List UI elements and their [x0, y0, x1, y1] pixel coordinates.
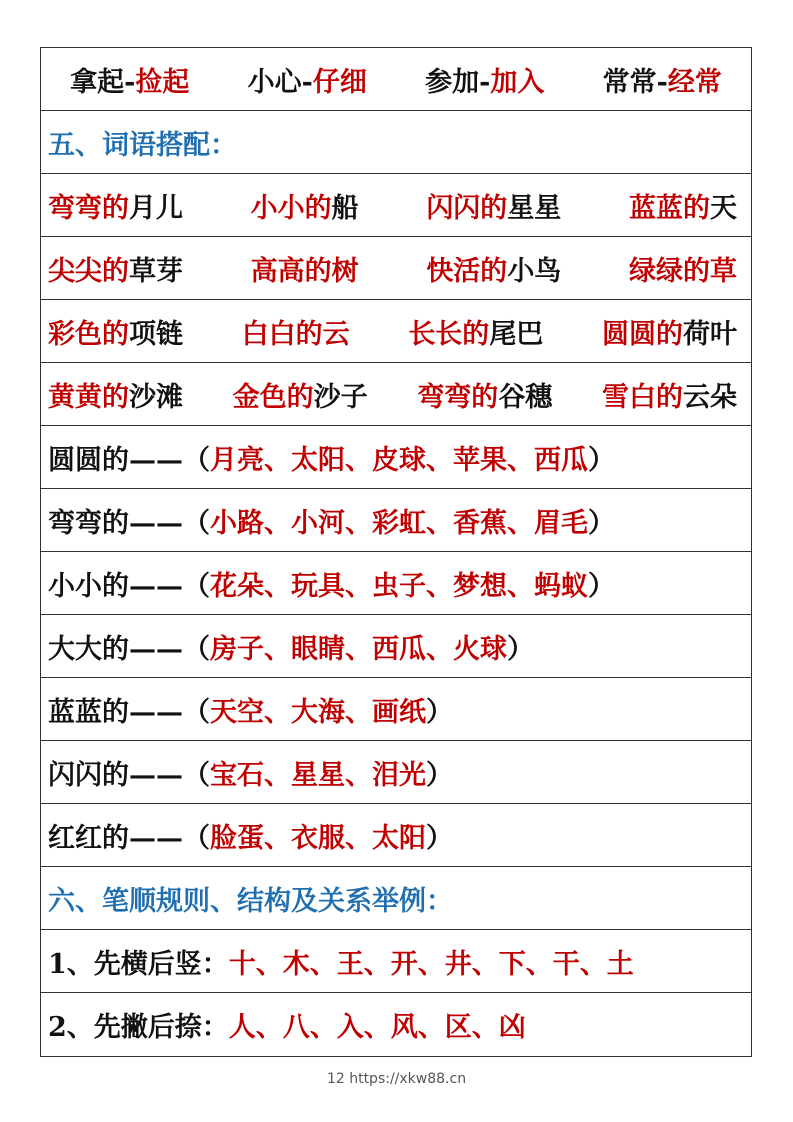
fill-row: 蓝蓝的——（ 天空、大海、画纸 ）	[41, 678, 751, 741]
collocation: 弯弯的月儿	[48, 192, 183, 224]
collocation-row	[41, 300, 751, 363]
collocation: 圆圆的荷叶	[601, 318, 737, 350]
collocation: 白白的云	[241, 318, 350, 350]
stroke-rule-row	[41, 930, 751, 993]
fill-row: 红红的——（ 脸蛋、衣服、太阳 ）	[41, 804, 751, 867]
collocation: 小小的船	[250, 192, 359, 224]
synonym-pair: 参加-加入	[425, 66, 545, 98]
fill-row: 闪闪的——（ 宝石、星星、泪光 ）	[41, 741, 751, 804]
section-title: 五、词语搭配：	[48, 129, 237, 161]
collocation: 雪白的云朵	[601, 381, 737, 413]
fill-row: 大大的——（ 房子、眼睛、西瓜、火球 ）	[41, 615, 751, 678]
synonym-pair: 小心-仔细	[247, 66, 367, 98]
rule-label: 1、先横后竖：	[48, 948, 229, 980]
collocation: 彩色的项链	[48, 318, 183, 350]
stroke-rule-row	[41, 993, 751, 1056]
section-title: 六、笔顺规则、结构及关系举例：	[48, 885, 453, 917]
collocation: 黄黄的沙滩	[48, 381, 183, 413]
collocation-row	[41, 174, 751, 237]
word-table	[40, 47, 752, 1057]
fill-row: 圆圆的——（ 月亮、太阳、皮球、苹果、西瓜 ）	[41, 426, 751, 489]
collocation: 快活的小鸟	[426, 255, 562, 287]
collocation: 尖尖的草芽	[48, 255, 183, 287]
rule-examples: 人、八、入、风、区、凶	[228, 1012, 526, 1043]
section-six-heading	[41, 867, 751, 930]
collocation: 蓝蓝的天	[628, 192, 737, 224]
collocation: 金色的沙子	[232, 381, 368, 413]
synonym-pair: 拿起-捡起	[70, 66, 190, 98]
synonym-row	[41, 48, 751, 111]
rule-examples: 十、木、王、开、井、下、干、土	[228, 948, 634, 980]
section-five-heading	[41, 111, 751, 174]
page-footer: 12 https://xkw88.cn	[326, 1071, 467, 1087]
synonym-pair: 常常-经常	[602, 66, 722, 98]
collocation: 长长的尾巴	[408, 318, 544, 350]
collocation-row	[41, 237, 751, 300]
collocation: 弯弯的谷穗	[417, 381, 553, 413]
collocation: 高高的树	[250, 255, 359, 287]
collocation: 闪闪的星星	[426, 192, 562, 224]
collocation-row	[41, 363, 751, 426]
collocation: 绿绿的草	[628, 255, 737, 287]
fill-row: 弯弯的——（ 小路、小河、彩虹、香蕉、眉毛 ）	[41, 489, 751, 552]
rule-label: 2、先撇后捺：	[48, 1012, 229, 1043]
fill-row: 小小的——（ 花朵、玩具、虫子、梦想、蚂蚁 ）	[41, 552, 751, 615]
